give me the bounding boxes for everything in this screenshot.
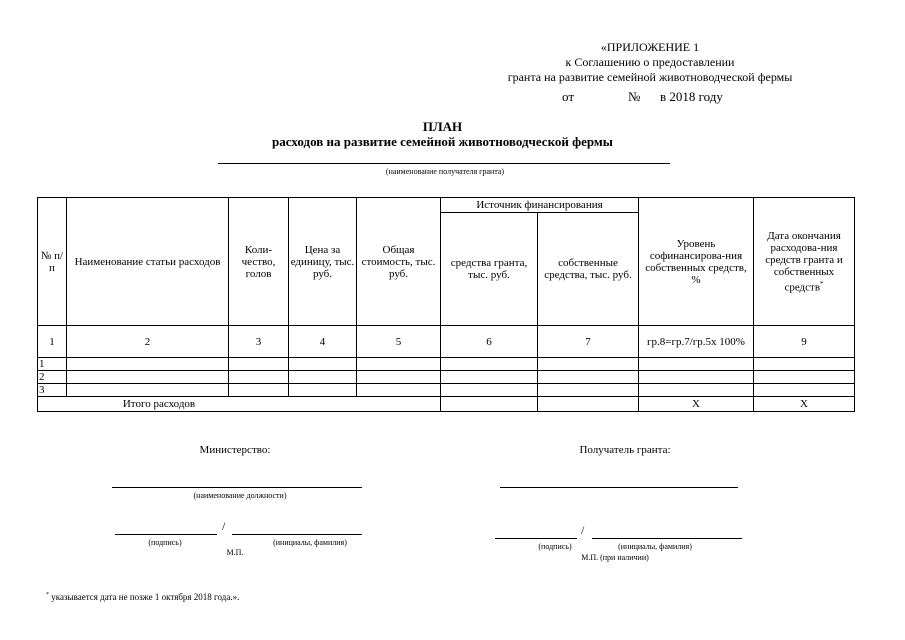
header-date-text: Дата окончания расходова-ния средств гранта и собственных средств — [765, 229, 843, 294]
recipient-stamp-place: М.П. (при наличии) — [581, 553, 649, 562]
appendix-line-2: к Соглашению о предоставлении — [565, 55, 735, 69]
row-number: 1 — [38, 358, 67, 371]
header-date — [754, 198, 855, 326]
footnote-text: указывается дата не позже 1 октября 2018 года.». — [51, 592, 240, 602]
ministry-slash: / — [222, 519, 226, 533]
recipient-label: Получатель гранта: — [579, 444, 671, 456]
ministry-label: Министерство: — [199, 444, 271, 456]
total-label — [38, 397, 441, 412]
footnote — [46, 592, 239, 602]
header-own: собственные средства, тыс. руб. — [538, 213, 639, 326]
appendix-line-3: гранта на развитие семейной животноводческой фермы — [507, 70, 793, 84]
table-row — [38, 384, 855, 397]
plan-subtitle: расходов на развитие семейной животноводческой фермы — [272, 134, 613, 149]
header-qty: Коли-чество, голов — [229, 198, 289, 326]
header-grant: средства гранта, тыс. руб. — [441, 213, 538, 326]
total-label-text: Итого расходов — [122, 398, 196, 410]
header-price: Цена за единицу, тыс. руб. — [289, 198, 357, 326]
header-date-footnote-mark: * — [820, 279, 824, 288]
table-row — [38, 358, 855, 371]
footnote-mark: * — [46, 592, 49, 598]
appendix-number-label: № — [628, 89, 641, 104]
num-6: 6 — [441, 326, 538, 358]
recipient-name-line — [592, 538, 742, 539]
recipient-name-caption: (инициалы, фамилия) — [618, 542, 692, 551]
recipient-signature-caption: (подпись) — [538, 542, 572, 551]
ministry-signature-line — [115, 534, 217, 535]
plan-title: ПЛАН — [422, 119, 463, 134]
recipient-slash: / — [581, 523, 585, 537]
total-x-date: Х — [754, 397, 855, 412]
table-row — [38, 371, 855, 384]
num-1: 1 — [38, 326, 67, 358]
num-5: 5 — [357, 326, 441, 358]
ministry-signature-caption: (подпись) — [148, 538, 182, 547]
recipient-caption: (наименование получателя гранта) — [385, 167, 505, 176]
num-9: 9 — [754, 326, 855, 358]
num-7: 7 — [538, 326, 639, 358]
ministry-stamp-place: М.П. — [226, 548, 244, 557]
recipient-signature-line — [495, 538, 577, 539]
num-4: 4 — [289, 326, 357, 358]
row-number: 3 — [38, 384, 67, 397]
num-3: 3 — [229, 326, 289, 358]
ministry-position-caption: (наименование должности) — [193, 491, 287, 500]
total-x-level: Х — [639, 397, 754, 412]
appendix-line-1: «ПРИЛОЖЕНИЕ 1 — [600, 40, 700, 54]
recipient-position-line — [500, 487, 738, 488]
header-no: № п/п — [38, 198, 67, 326]
header-level: Уровень софинансирова-ния собственных средств, % — [639, 198, 754, 326]
header-source: Источник финансирования — [441, 198, 639, 213]
header-name: Наименование статьи расходов — [67, 198, 229, 326]
appendix-from-label: от — [562, 89, 575, 104]
header-total: Общая стоимость, тыс. руб. — [357, 198, 441, 326]
ministry-name-caption: (инициалы, фамилия) — [273, 538, 347, 547]
row-number: 2 — [38, 371, 67, 384]
ministry-position-line — [112, 487, 362, 488]
ministry-name-line — [232, 534, 362, 535]
appendix-year-label: в 2018 году — [660, 89, 723, 104]
num-2: 2 — [67, 326, 229, 358]
recipient-line — [218, 163, 670, 164]
num-8-formula: гр.8=гр.7/гр.5х 100% — [639, 326, 754, 358]
plan-table — [37, 197, 855, 412]
